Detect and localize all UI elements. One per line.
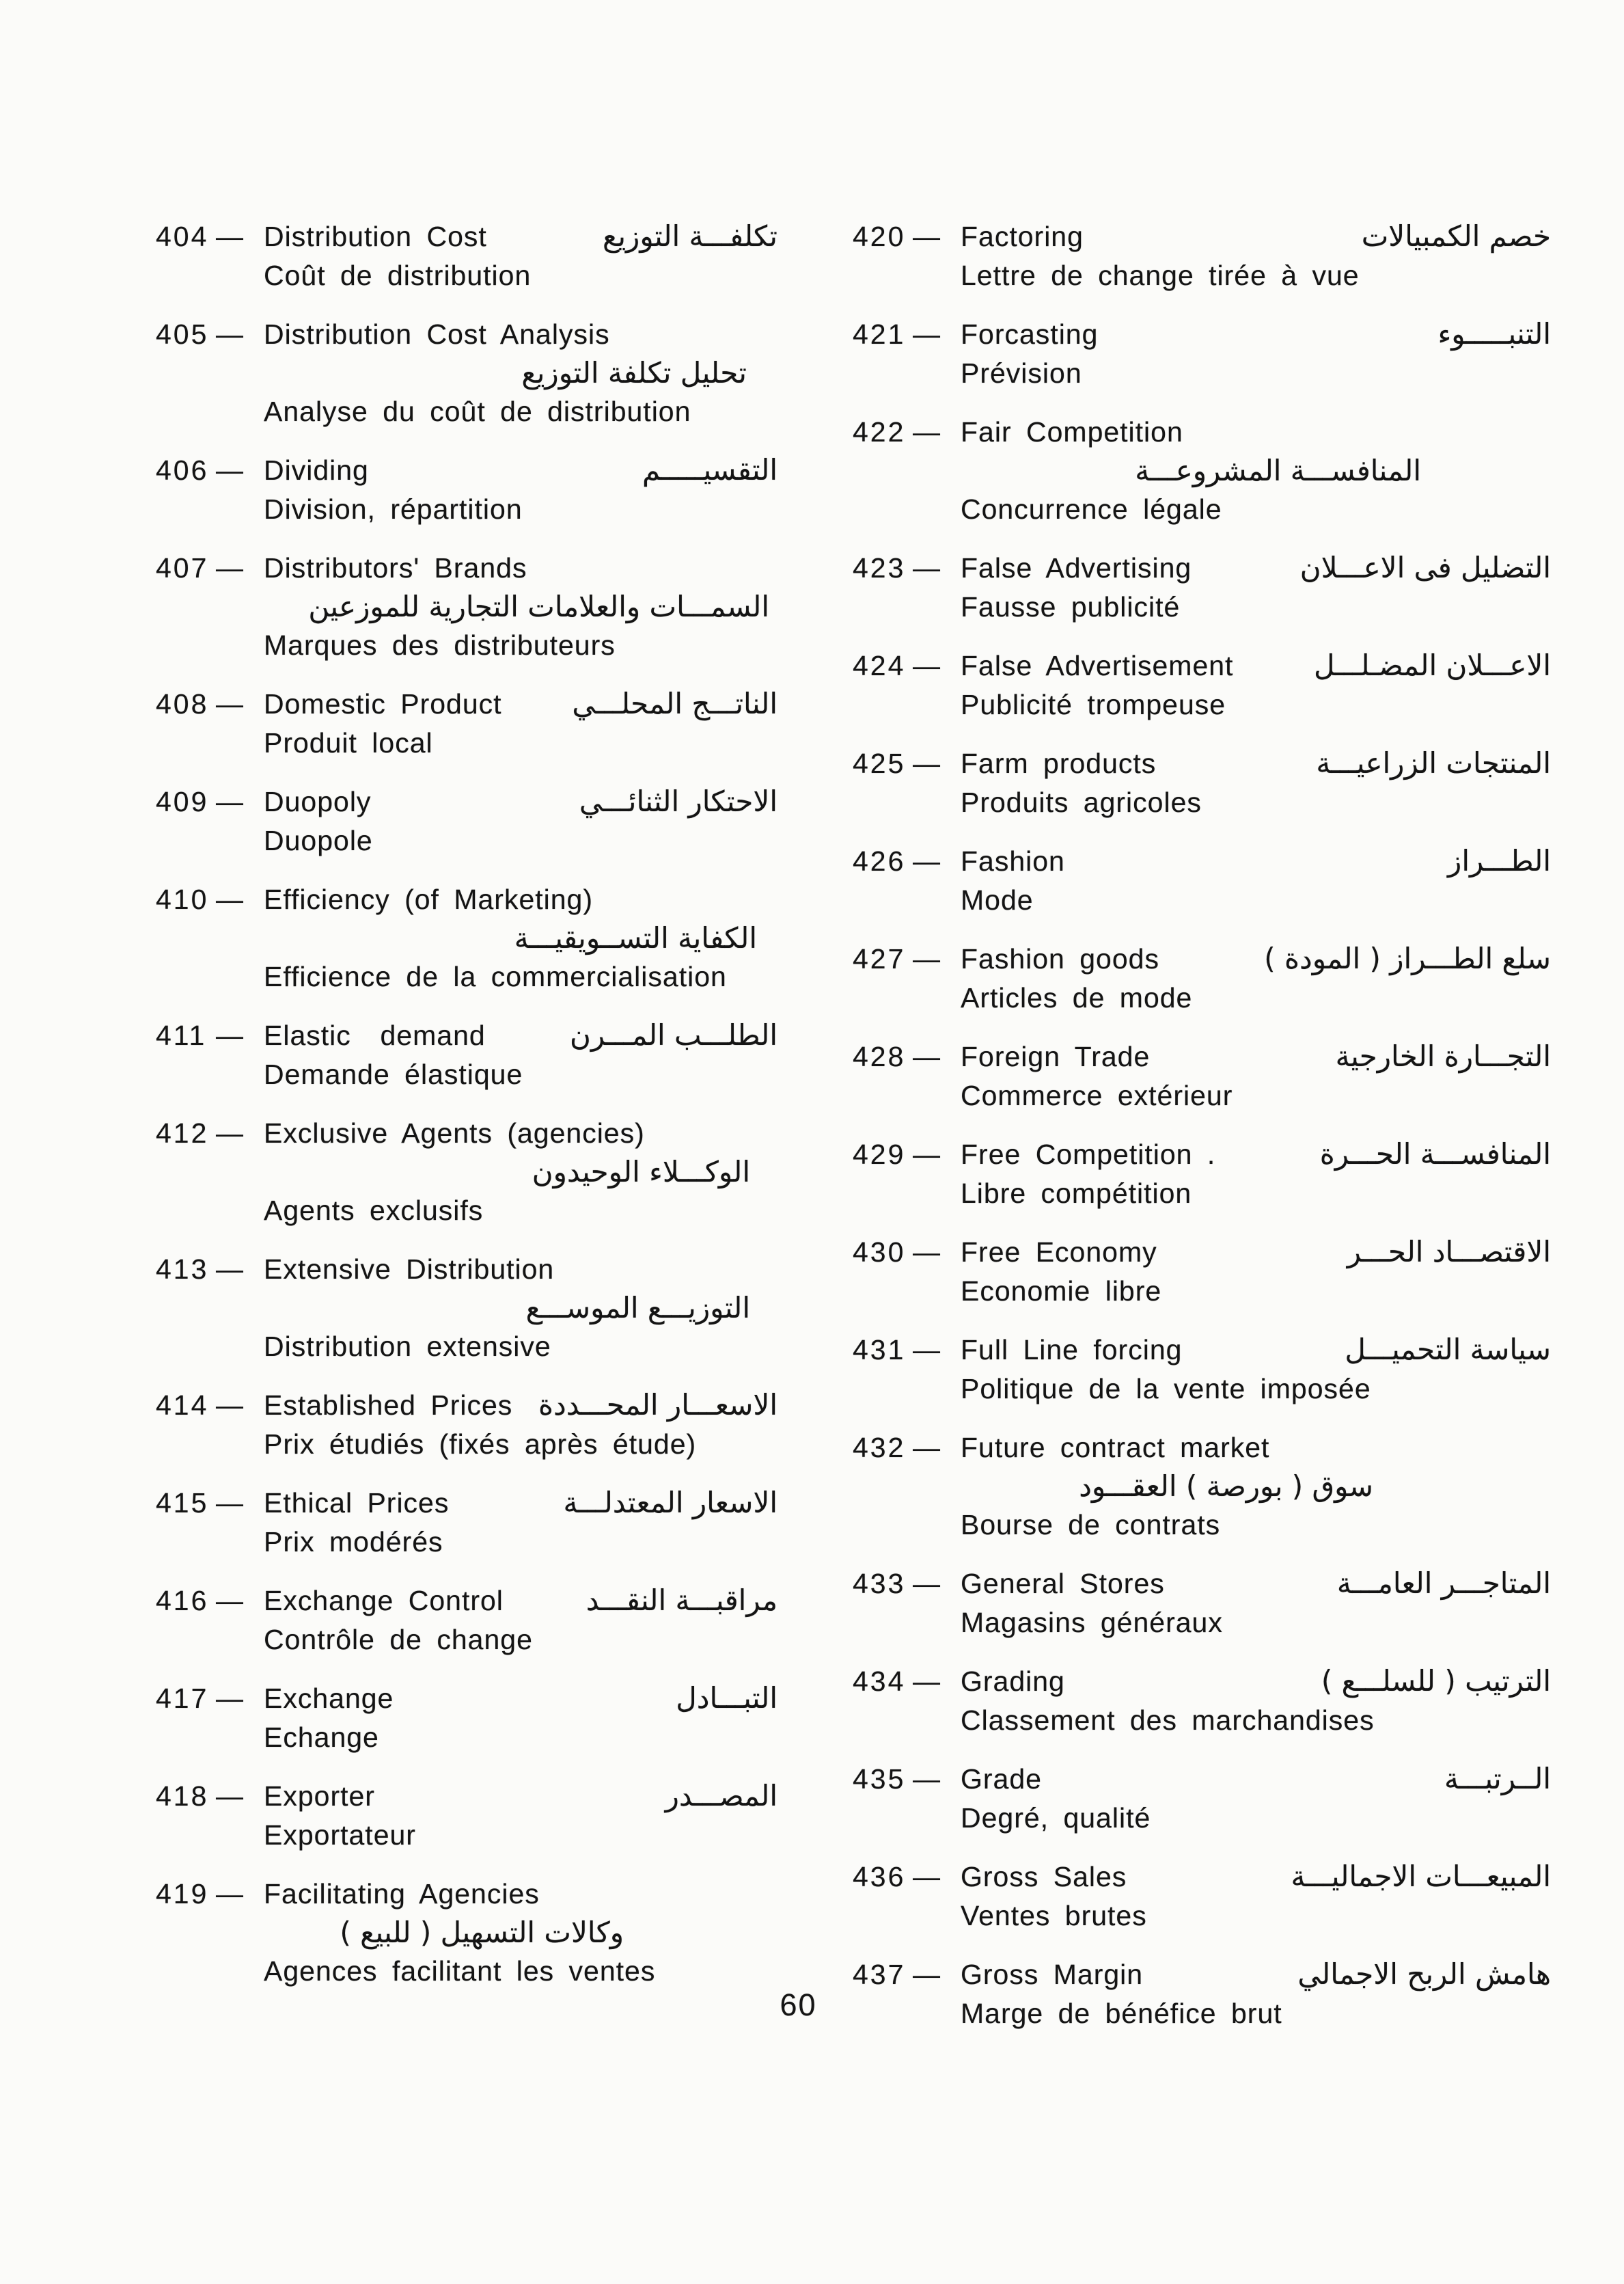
entry-main-row [156,1250,777,1289]
term-en: Forcasting [961,318,1099,350]
entry-number: 434 [853,1666,906,1697]
dash: — [216,787,243,817]
dash: — [913,1042,940,1072]
term-ar: المبيعـــات الاجماليـــة [1291,1860,1551,1893]
term-en: Extensive Distribution [264,1253,555,1285]
term-fr: Ventes brutes [961,1900,1147,1931]
entry-number: 427 [853,943,906,975]
glossary-entry [853,1760,1551,1837]
glossary-entry [853,549,1551,626]
term-en: Free Economy [961,1236,1157,1268]
entry-number: 424 [853,650,906,681]
entry-main-row [853,842,1551,881]
entry-main-row [156,451,777,490]
dash: — [216,1488,243,1519]
entry-number: 408 [156,688,209,720]
entry-main-row [853,1233,1551,1272]
entry-number: 436 [853,1861,906,1892]
entry-number: 422 [853,416,906,448]
term-en: Foreign Trade [961,1041,1151,1072]
glossary-entry [853,940,1551,1017]
term-ar: الاعـــلان المضـلـــل [1314,649,1551,682]
term-fr: Duopole [264,825,373,856]
entry-number: 414 [156,1389,209,1421]
term-fr: Exportateur [264,1819,416,1851]
glossary-entry [156,880,777,996]
term-ar: الطلـــب المـــرن [569,1018,777,1052]
dash: — [216,1586,243,1616]
dash: — [216,1879,243,1909]
term-ar: تحليل تكلفة التوزيع [521,356,747,390]
term-ar: المصـــدر [665,1779,777,1812]
dash: — [216,1782,243,1812]
term-fr: Publicité trompeuse [961,689,1226,720]
entry-number: 420 [853,221,906,252]
dash: — [913,1238,940,1268]
term-fr: Marques des distributeurs [264,629,616,661]
entry-main-row [156,1875,777,1914]
term-ar: هامش الربح الاجمالي [1297,1957,1551,1991]
entry-main-row [156,1016,777,1055]
dash: — [216,1021,243,1051]
glossary-entry [853,1428,1551,1544]
glossary-entry [853,1564,1551,1642]
term-fr: Analyse du coût de distribution [264,396,691,427]
glossary-entry [156,549,777,664]
entry-number: 419 [156,1878,209,1909]
term-en: Domestic Product [264,688,502,720]
entry-number: 428 [853,1041,906,1072]
entry-main-row [156,315,777,354]
term-en: Distribution Cost Analysis [264,318,610,350]
term-ar: التبـــادل [676,1681,777,1715]
term-fr: Produits agricoles [961,787,1202,818]
dash: — [913,1960,940,1990]
term-en: Duopoly [264,786,372,817]
term-fr: Articles de mode [961,982,1193,1014]
glossary-entry [853,1037,1551,1115]
entry-main-row [156,685,777,724]
entry-number: 425 [853,748,906,779]
entry-main-row [156,1777,777,1816]
term-fr: Coût de distribution [264,260,532,291]
glossary-entry [156,1581,777,1659]
term-fr: Prix étudiés (fixés après étude) [264,1428,697,1460]
term-fr: Politique de la vente imposée [961,1373,1371,1404]
entry-main-row [156,1484,777,1523]
entry-main-row [156,549,777,588]
dash: — [216,885,243,915]
term-en: Exchange [264,1683,394,1714]
dash: — [216,690,243,720]
dash: — [913,554,940,584]
glossary-entry [156,1777,777,1854]
term-ar: الاسعار المعتدلـــة [563,1486,777,1519]
term-ar: التضليل فى الاعـــلان [1299,551,1551,584]
term-ar: التنبـــــوء [1437,317,1551,351]
dash: — [913,749,940,779]
term-en: Distribution Cost [264,221,487,252]
glossary-entry [156,685,777,762]
entry-main-row [853,1428,1551,1467]
entry-number: 418 [156,1780,209,1812]
entry-main-row [853,549,1551,588]
term-en: Exporter [264,1780,375,1812]
entry-number: 431 [853,1334,906,1365]
term-en: Free Competition . [961,1139,1216,1170]
entry-main-row [853,1760,1551,1799]
term-fr: Division, répartition [264,493,523,525]
dash: — [216,554,243,584]
glossary-entry [853,413,1551,528]
glossary-entry [853,315,1551,392]
dash: — [216,1255,243,1285]
dash: — [913,1667,940,1697]
term-ar: التقسيـــــم [642,453,777,487]
term-ar: الاسعـــار المحـــددة [538,1388,777,1422]
entry-main-row [853,413,1551,452]
entry-number: 416 [156,1585,209,1616]
term-en: Full Line forcing [961,1334,1183,1365]
dash: — [216,320,243,350]
glossary-entry [853,647,1551,724]
entry-main-row [156,783,777,821]
entry-main-row [853,1662,1551,1701]
glossary-entry [853,842,1551,919]
term-ar: الاقتصـــاد الحـــر [1347,1235,1551,1268]
term-ar: التوزيـــع الموســـع [525,1291,750,1324]
entry-main-row [853,1331,1551,1370]
term-fr: Libre compétition [961,1178,1192,1209]
entry-main-row [156,1386,777,1425]
glossary-entry [156,1875,777,1990]
term-ar: المنافســـة الحـــرة [1319,1137,1551,1171]
glossary-entry [853,1135,1551,1212]
dash: — [913,847,940,877]
dash: — [216,456,243,486]
column-right [853,217,1551,2053]
term-fr: Economie libre [961,1275,1162,1307]
entry-number: 412 [156,1117,209,1149]
entry-number: 421 [853,318,906,350]
entry-main-row [853,1135,1551,1174]
glossary-entry [853,217,1551,295]
dash: — [913,1140,940,1170]
term-ar: سوق ( بورصة ) العقـــود [1079,1469,1373,1503]
term-fr: Produit local [264,727,433,759]
term-en: Facilitating Agencies [264,1878,540,1909]
term-en: Distributors' Brands [264,552,527,584]
entry-number: 405 [156,318,209,350]
glossary-entry [156,217,777,295]
term-en: Exchange Control [264,1585,504,1616]
entry-number: 407 [156,552,209,584]
term-ar: الكفاية التســويقيـــة [514,921,757,955]
term-ar: الترتيب ( للسلـــع ) [1321,1664,1551,1698]
entry-main-row [156,1581,777,1620]
dash: — [913,1862,940,1892]
entry-number: 411 [156,1020,207,1051]
glossary-entry [156,1114,777,1229]
term-fr: Efficience de la commercialisation [264,961,727,992]
entry-main-row [853,217,1551,256]
term-fr: Concurrence légale [961,493,1222,525]
term-en: False Advertising [961,552,1192,584]
entry-number: 415 [156,1487,209,1519]
dash: — [913,651,940,681]
glossary-entry [853,744,1551,821]
glossary-entry [156,1250,777,1365]
entry-number: 433 [853,1568,906,1599]
term-en: Fair Competition [961,416,1183,448]
term-en: Ethical Prices [264,1487,450,1519]
term-fr: Bourse de contrats [961,1509,1221,1540]
entry-main-row [156,1114,777,1153]
term-fr: Marge de bénéfice brut [961,1998,1282,2029]
entry-main-row [853,1037,1551,1076]
entry-main-row [156,1679,777,1718]
term-ar: تكلفـــة التوزيع [603,219,777,253]
term-ar: الــرتبـــة [1444,1762,1551,1795]
glossary-entry [853,1331,1551,1408]
dash: — [913,1433,940,1463]
term-en: Future contract market [961,1432,1270,1463]
glossary-entry [156,1484,777,1561]
term-en: Fashion goods [961,943,1159,975]
term-en: Elastic demand [264,1020,486,1051]
glossary-entry [156,783,777,860]
dash: — [216,1684,243,1714]
term-fr: Agences facilitant les ventes [264,1955,656,1987]
term-fr: Classement des marchandises [961,1704,1375,1736]
term-fr: Fausse publicité [961,591,1181,623]
term-fr: Demande élastique [264,1059,523,1090]
entry-number: 410 [156,884,209,915]
term-fr: Agents exclusifs [264,1195,484,1226]
glossary-entry [156,1386,777,1463]
entry-main-row [853,1858,1551,1896]
term-ar: الوكـــلاء الوحيدون [532,1155,750,1188]
term-ar: المتاجـــر العامـــة [1336,1566,1551,1600]
term-fr: Contrôle de change [264,1624,533,1655]
entry-number: 437 [853,1959,906,1990]
term-ar: مراقبـــة النقـــد [586,1583,777,1617]
glossary-entry [853,1662,1551,1739]
dash: — [913,1335,940,1365]
entry-number: 406 [156,454,209,486]
glossary-entry [156,1016,777,1093]
entry-number: 435 [853,1763,906,1795]
dash: — [913,944,940,975]
entry-number: 417 [156,1683,209,1714]
term-fr: Commerce extérieur [961,1080,1233,1111]
dash: — [216,1391,243,1421]
dash: — [913,1569,940,1599]
term-ar: سلع الطـــراز ( المودة ) [1264,942,1551,975]
term-en: False Advertisement [961,650,1234,681]
entry-main-row [156,217,777,256]
entry-main-row [853,744,1551,783]
term-ar: وكالات التسهيل ( للبيع ) [340,1916,624,1949]
entry-number: 429 [853,1139,906,1170]
term-fr: Echange [264,1722,379,1753]
entry-main-row [853,315,1551,354]
term-fr: Mode [961,884,1034,916]
glossary-entry [853,1233,1551,1310]
glossary-entry [156,451,777,528]
entry-number: 430 [853,1236,906,1268]
entry-main-row [853,940,1551,979]
term-ar: المنتجات الزراعيـــة [1316,746,1551,780]
dash: — [913,222,940,252]
entry-main-row [156,880,777,919]
entry-number: 426 [853,845,906,877]
entry-number: 413 [156,1253,209,1285]
term-fr: Prévision [961,357,1082,389]
term-ar: السمـــات والعلامات التجارية للموزعين [308,590,769,623]
term-en: Farm products [961,748,1157,779]
entry-main-row [853,1564,1551,1603]
dash: — [913,1765,940,1795]
dash: — [216,1119,243,1149]
term-en: Dividing [264,454,369,486]
term-en: Fashion [961,845,1065,877]
term-ar: الناتـــج المحلـــي [572,687,777,720]
term-ar: خصم الكمبيالات [1361,219,1551,253]
term-en: Gross Sales [961,1861,1127,1892]
term-en: Efficiency (of Marketing) [264,884,594,915]
entry-number: 432 [853,1432,906,1463]
term-ar: المنافســـة المشروعـــة [1135,454,1421,487]
entry-number: 423 [853,552,906,584]
term-fr: Magasins généraux [961,1607,1223,1638]
term-ar: سياسة التحميـــل [1345,1333,1551,1366]
glossary-entry [156,315,777,431]
term-fr: Lettre de change tirée à vue [961,260,1360,291]
glossary-entry [156,1679,777,1756]
term-en: Factoring [961,221,1084,252]
dash: — [913,320,940,350]
term-ar: الطـــراز [1448,844,1551,878]
term-en: Grading [961,1666,1065,1697]
dash: — [216,222,243,252]
column-left [156,217,777,2011]
term-fr: Degré, qualité [961,1802,1151,1834]
term-ar: الاحتكار الثنائـــي [579,785,777,818]
term-fr: Prix modérés [264,1526,443,1558]
term-en: Exclusive Agents (agencies) [264,1117,645,1149]
dash: — [913,418,940,448]
entry-number: 404 [156,221,209,252]
glossary-entry [853,1858,1551,1935]
entry-number: 409 [156,786,209,817]
term-fr: Distribution extensive [264,1331,551,1362]
term-en: Established Prices [264,1389,513,1421]
term-en: General Stores [961,1568,1165,1599]
term-ar: التجـــارة الخارجية [1335,1039,1551,1073]
entry-main-row [853,647,1551,685]
term-en: Grade [961,1763,1042,1795]
page-number: 60 [780,1987,817,2022]
term-en: Gross Margin [961,1959,1144,1990]
